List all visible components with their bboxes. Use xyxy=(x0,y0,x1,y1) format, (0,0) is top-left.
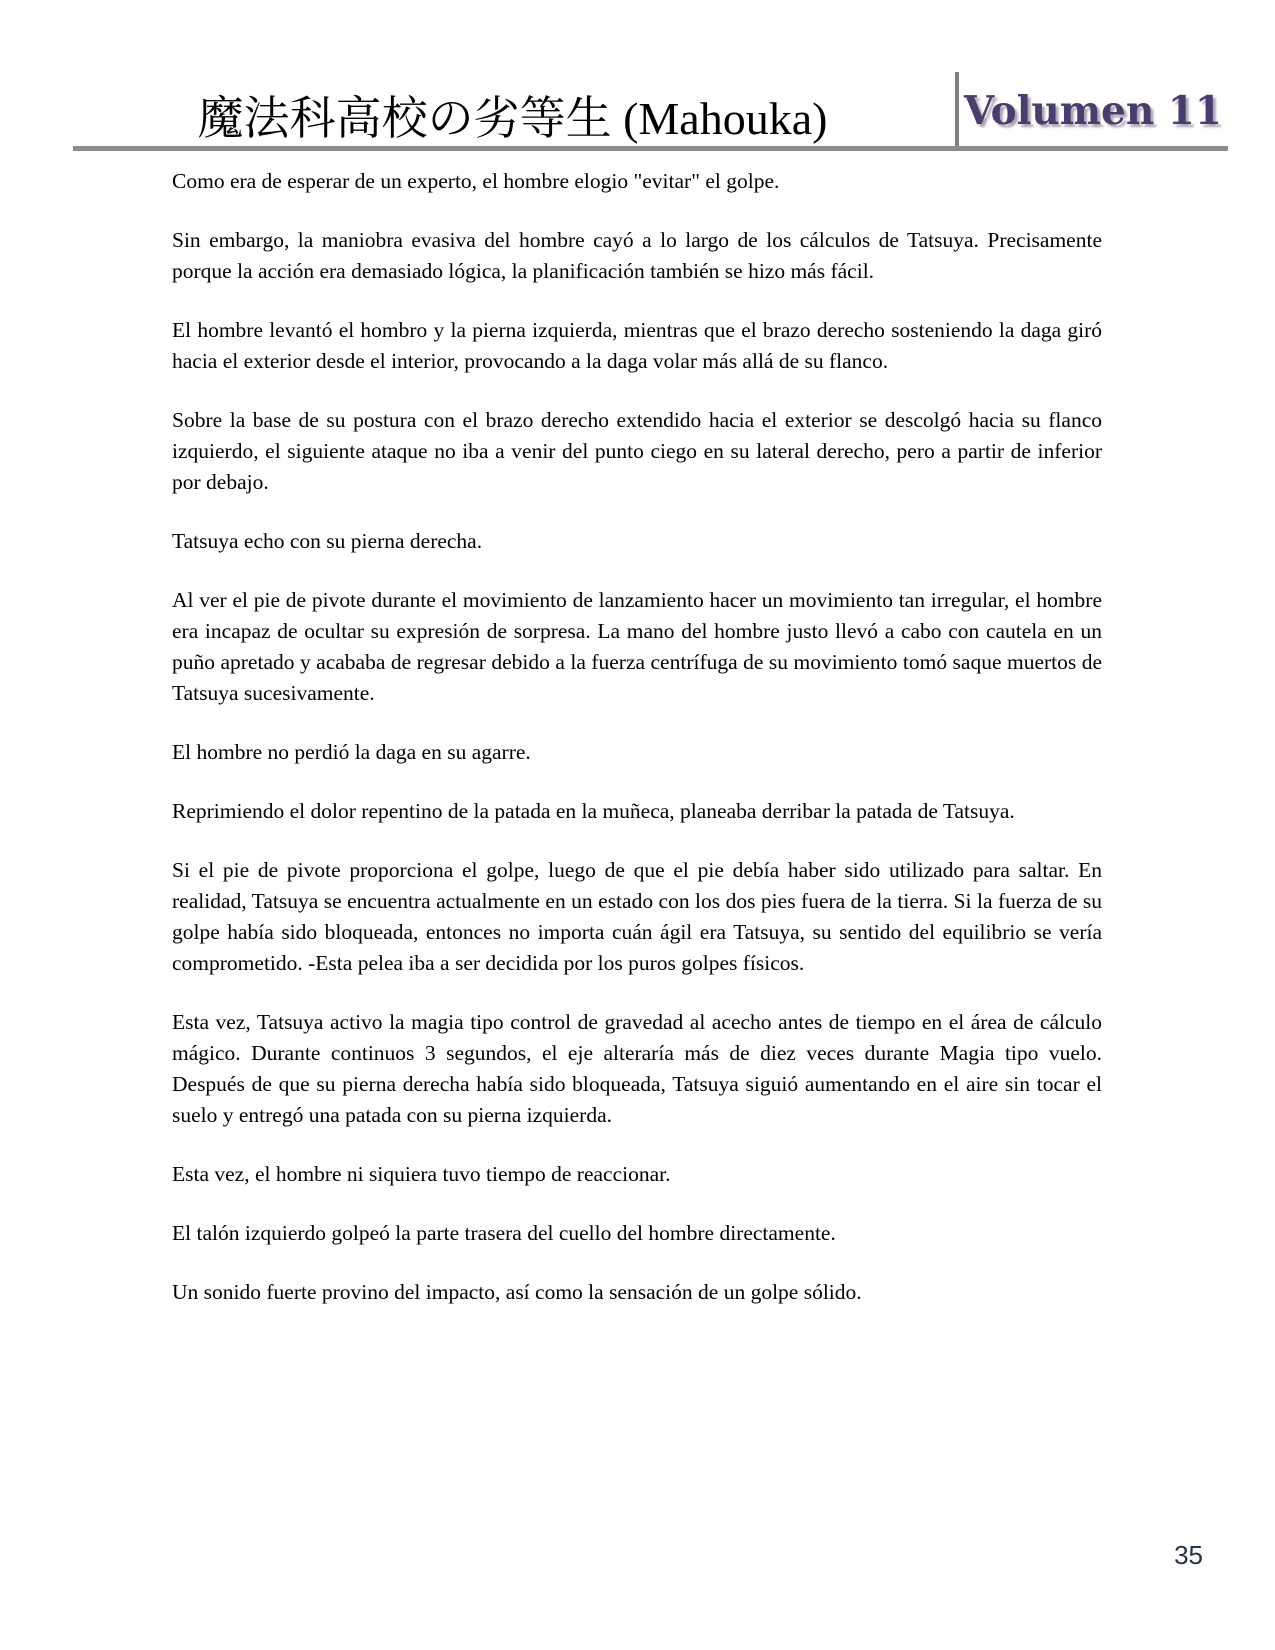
page-number: 35 xyxy=(1174,1540,1203,1570)
paragraph: Reprimiendo el dolor repentino de la patada en la muñeca, planeaba derribar la patada de Tatsuya. xyxy=(172,799,1015,823)
paragraph: Un sonido fuerte provino del impacto, así como la sensación de un golpe sólido. xyxy=(172,1280,862,1304)
paragraph: Si el pie de pivote proporciona el golpe, luego de que el pie debía haber sido utilizado para saltar. En realidad, Tatsuya se encuentra actualmente en un estado con los dos pies fuera de la tierra. Si la fuerza de su golpe había sido bloqueada, entonces no importa cuán ágil era Tatsuya, su sentido del equilibrio se vería comprometido. -Esta pelea iba a ser decidida por los puros golpes físicos. xyxy=(172,858,1102,975)
paragraph: El hombre levantó el hombro y la pierna izquierda, mientras que el brazo derecho sosteniendo la daga giró hacia el exterior desde el interior, provocando a la daga volar más allá de su flanco. xyxy=(172,318,1102,373)
paragraph: Sin embargo, la maniobra evasiva del hombre cayó a lo largo de los cálculos de Tatsuya. Precisamente porque la acción era demasiado lógica, la planificación también se hizo más fácil. xyxy=(172,228,1102,283)
paragraph: Al ver el pie de pivote durante el movimiento de lanzamiento hacer un movimiento tan irregular, el hombre era incapaz de ocultar su expresión de sorpresa. La mano del hombre justo llevó a cabo con cautela en un puño apretado y acababa de regresar debido a la fuerza centrífuga de su movimiento tomó saque muertos de Tatsuya sucesivamente. xyxy=(172,588,1102,705)
paragraph: Esta vez, Tatsuya activo la magia tipo control de gravedad al acecho antes de tiempo en el área de cálculo mágico. Durante continuos 3 segundos, el eje alteraría más de diez veces durante Magia tipo vuelo. Después de que su pierna derecha había sido bloqueada, Tatsuya siguió aumentando en el aire sin tocar el suelo y entregó una patada con su pierna izquierda. xyxy=(172,1010,1102,1127)
paragraph: Esta vez, el hombre ni siquiera tuvo tiempo de reaccionar. xyxy=(172,1162,671,1186)
volume-badge: Volumen 11 xyxy=(963,88,1223,134)
header-rule xyxy=(73,146,1228,151)
paragraph: Como era de esperar de un experto, el hombre elogio "evitar" el golpe. xyxy=(172,169,780,193)
paragraph: Tatsuya echo con su pierna derecha. xyxy=(172,529,483,553)
body-text xyxy=(172,166,1102,1336)
paragraph: Sobre la base de su postura con el brazo derecho extendido hacia el exterior se descolgó hacia su flanco izquierdo, el siguiente ataque no iba a venir del punto ciego en su lateral derecho, pero a partir de inferior por debajo. xyxy=(172,408,1102,494)
document-title: 魔法科高校の劣等生 (Mahouka) xyxy=(197,93,828,144)
paragraph: El talón izquierdo golpeó la parte trasera del cuello del hombre directamente. xyxy=(172,1221,836,1245)
paragraph: El hombre no perdió la daga en su agarre. xyxy=(172,740,531,764)
